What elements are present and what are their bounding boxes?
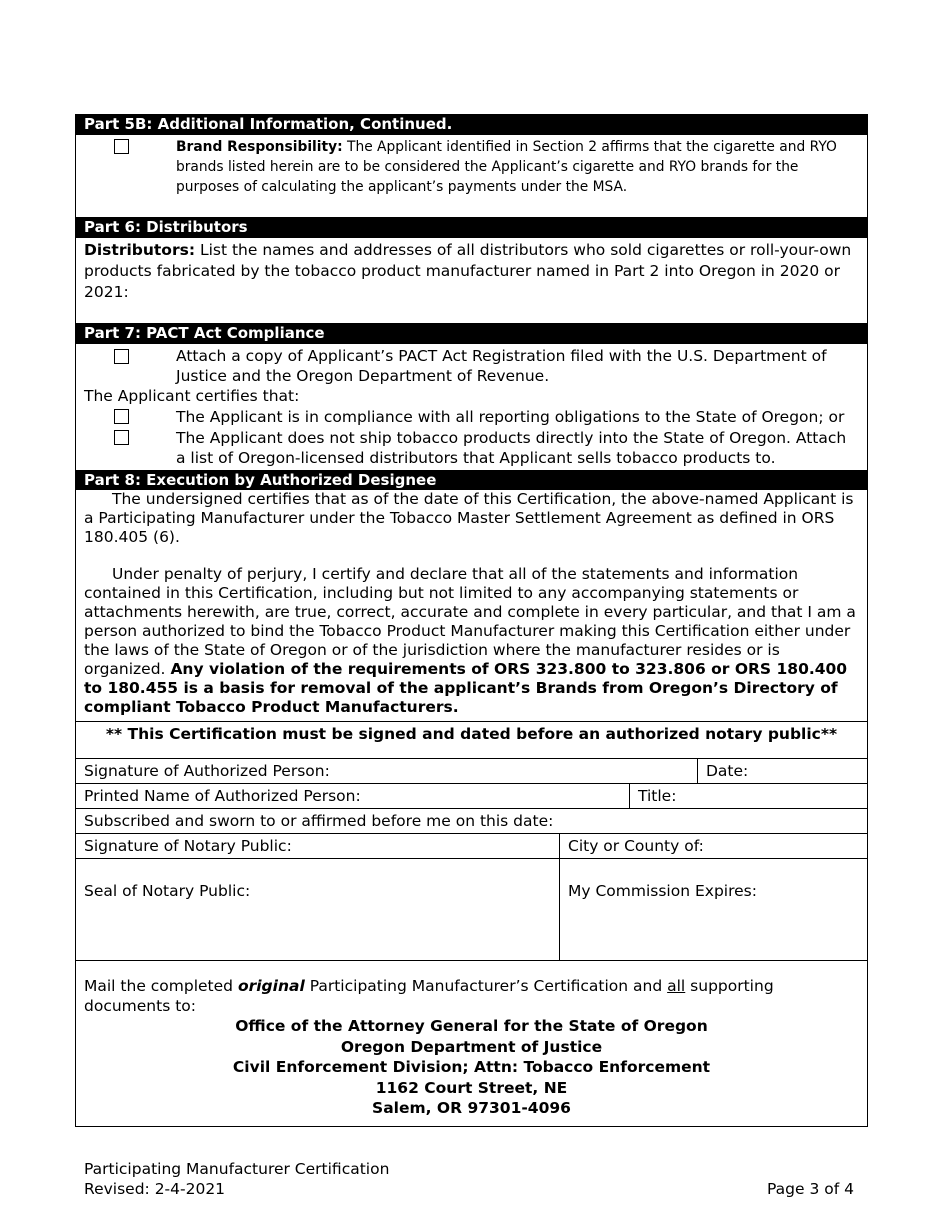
address-line: Office of the Attorney General for the State of Oregon xyxy=(235,1017,708,1035)
signature-field[interactable]: Signature of Authorized Person: xyxy=(84,762,330,780)
notary-signature-row xyxy=(76,834,867,859)
mail-all: all xyxy=(667,977,686,995)
printed-name-row xyxy=(76,784,867,809)
subscribed-row xyxy=(76,809,867,834)
signature-row xyxy=(76,759,867,784)
brand-responsibility-checkbox[interactable] xyxy=(114,139,129,154)
commission-field[interactable]: My Commission Expires: xyxy=(559,859,867,960)
mailing-address xyxy=(84,1016,859,1119)
notary-signature-field[interactable]: Signature of Notary Public: xyxy=(84,837,292,855)
title-field[interactable]: Title: xyxy=(629,784,867,808)
mail-text-mid: Participating Manufacturer’s Certification and xyxy=(304,977,668,995)
no-ship-checkbox[interactable] xyxy=(114,430,129,445)
no-ship-option-row xyxy=(76,428,867,470)
address-line: Oregon Department of Justice xyxy=(340,1037,603,1056)
mail-original: original xyxy=(237,977,305,995)
part8-paragraph-2 xyxy=(76,547,867,721)
notary-notice: ** This Certification must be signed and dated before an authorized notary public** xyxy=(105,725,838,743)
compliance-checkbox[interactable] xyxy=(114,409,129,424)
form-name: Participating Manufacturer Certification xyxy=(84,1160,390,1178)
page-number: Page 3 of 4 xyxy=(767,1180,854,1198)
part5b-header: Part 5B: Additional Information, Continued. xyxy=(76,114,867,135)
mail-section xyxy=(76,961,867,1127)
pact-attach-text: Attach a copy of Applicant’s PACT Act Registration filed with the U.S. Department of Justice and the Oregon Department of Revenue. xyxy=(176,347,827,385)
revised-date: Revised: 2-4-2021 xyxy=(84,1180,226,1198)
mail-text-post: supporting documents to: xyxy=(84,977,774,1015)
address-line: Civil Enforcement Division; Attn: Tobacco Enforcement xyxy=(232,1058,711,1076)
part8-header: Part 8: Execution by Authorized Designee xyxy=(76,470,867,490)
address-line: 1162 Court Street, NE xyxy=(375,1078,568,1097)
distributors-paragraph xyxy=(76,238,867,323)
part6-header: Part 6: Distributors xyxy=(76,217,867,238)
distributors-text: List the names and addresses of all distributors who sold cigarettes or roll-your-own products fabricated by the tobacco product manufacturer named in Part 2 into Oregon in 2020 or 2021: xyxy=(84,241,852,301)
part7-header: Part 7: PACT Act Compliance xyxy=(76,323,867,344)
subscribed-field[interactable]: Subscribed and sworn to or affirmed before me on this date: xyxy=(84,812,554,830)
seal-field[interactable]: Seal of Notary Public: xyxy=(84,882,251,900)
printed-name-field[interactable]: Printed Name of Authorized Person: xyxy=(84,787,361,805)
certification-form xyxy=(75,114,868,1127)
signature-table xyxy=(76,721,867,961)
no-ship-text: The Applicant does not ship tobacco products directly into the State of Oregon. Attach a list of Oregon-licensed distributors that Applicant sells tobacco products to. xyxy=(176,429,847,467)
compliance-option-row xyxy=(76,407,867,428)
notary-notice-row xyxy=(76,722,867,759)
distributors-label: Distributors: xyxy=(84,241,196,259)
date-field[interactable]: Date: xyxy=(697,759,867,783)
violation-text: Any violation of the requirements of ORS 323.800 to 323.806 or ORS 180.400 to 180.455 is a basis for removal of the applicant’s Brands from Oregon’s Directory of compliant Tobacco Product Manufacturers. xyxy=(84,660,848,716)
page-footer xyxy=(84,1159,854,1199)
compliance-text: The Applicant is in compliance with all reporting obligations to the State of Oregon; or xyxy=(176,408,845,426)
address-line: Salem, OR 97301-4096 xyxy=(372,1099,571,1117)
seal-row xyxy=(76,859,867,961)
mail-text-pre: Mail the completed xyxy=(84,977,238,995)
city-county-field[interactable]: City or County of: xyxy=(559,834,867,858)
part8-paragraph-1: The undersigned certifies that as of the date of this Certification, the above-named Applicant is a Participating Manufacturer under the Tobacco Master Settlement Agreement as defined in ORS 180.405 (6). xyxy=(84,490,854,546)
perjury-text: Under penalty of perjury, I certify and declare that all of the statements and information contained in this Certification, including but not limited to any accompanying statements or attachments herewith, are true, correct, accurate and complete in every particular, and that I am a person authorized to bind the Tobacco Product Manufacturer making this Certification either under the laws of the State of Oregon or of the jurisdiction where the manufacturer resides or is organized. xyxy=(84,565,856,678)
brand-responsibility-label: Brand Responsibility: xyxy=(176,139,343,155)
mail-instructions xyxy=(84,976,859,1016)
pact-attach-row xyxy=(76,344,867,386)
brand-responsibility-text: The Applicant identified in Section 2 affirms that the cigarette and RYO brands listed herein are to be considered the Applicant’s cigarette and RYO brands for the purposes of calculating the applicant’s payments under the MSA. xyxy=(176,139,837,195)
brand-responsibility-row xyxy=(76,135,867,217)
certifies-text: The Applicant certifies that: xyxy=(84,387,300,405)
pact-attach-checkbox[interactable] xyxy=(114,349,129,364)
